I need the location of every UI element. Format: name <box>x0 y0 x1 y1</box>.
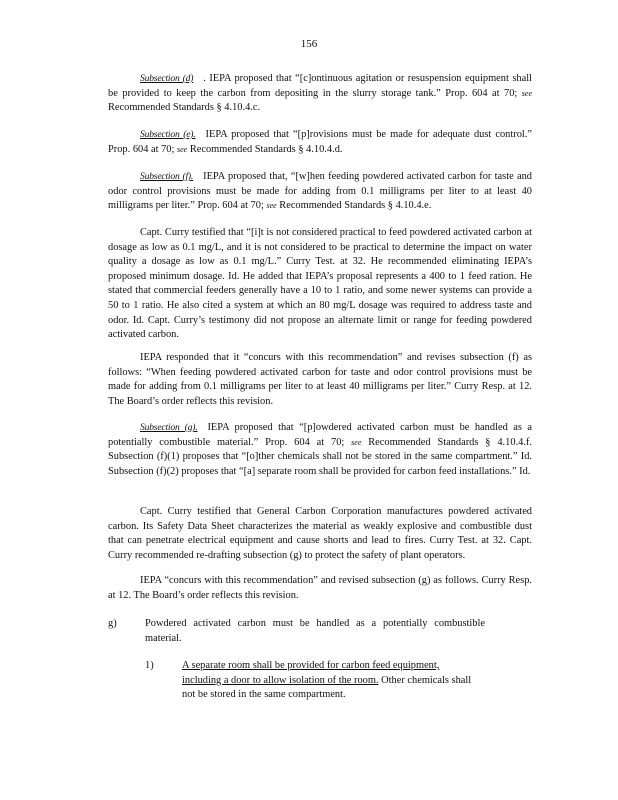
paragraph-subsection-f <box>108 170 532 214</box>
paragraph-text: IEPA “concurs with this recommendation” and revised subsection (g) as follows. Curry Resp. at 12. The Board’s order reflects this revision. <box>108 575 532 601</box>
paragraph-iepa-response-f <box>108 351 532 409</box>
citation-signal: see <box>521 88 532 98</box>
rule-g-label: g) <box>108 618 117 629</box>
paragraph-text-after: Recommended Standards § 4.10.4.f. Subsection (f)(1) proposes that “[o]ther chemicals shall not be stored in the same compartment.” Id. Subsection (f)(2) proposes that “[a] separate room shall be provided for carbon feed installations.” Id. <box>108 436 532 477</box>
rule-g-text: Powdered activated carbon must be handled as a potentially combustible material. <box>145 618 485 644</box>
citation-signal: see <box>177 144 188 154</box>
paragraph-text-after: Recommended Standards § 4.10.4.d. <box>189 143 343 155</box>
paragraph-text: IEPA proposed that “[p]rovisions must be made for adequate dust control.” Prop. 604 at 70; <box>108 129 532 155</box>
rule-g1-label: 1) <box>145 660 154 671</box>
paragraph-subsection-g <box>108 421 532 479</box>
paragraph-subsection-e <box>108 128 532 157</box>
paragraph-text: IEPA proposed that, “[w]hen feeding powdered activated carbon for taste and odor control provisions must be made for adding from 0.1 milligrams per liter to at least 40 milligrams per liter.” Prop. 604 at 70; <box>108 171 532 212</box>
rule-g1-text <box>182 659 474 703</box>
rule-g1-plain-text: Other chemicals shall not be stored in the same compartment. <box>182 674 472 701</box>
subsection-label: Subsection (g). <box>140 422 198 433</box>
paragraph-curry-testimony-f <box>108 226 532 343</box>
paragraph-text: Capt. Curry testified that General Carbon Corporation manufactures powdered activated carbon. Its Safety Data Sheet characterizes the material as weakly explosive and combustible dust that can penetrate electrical equipment and cause shorts and lead to fires. Curry Test. at 32. Capt. Curry recommended re-drafting subsection (g) to protect the safety of plant operators. <box>108 506 532 561</box>
paragraph-text-after: Recommended Standards § 4.10.4.e. <box>279 200 432 212</box>
rule-g1-underlined-text: A separate room shall be provided for carbon feed equipment, including a door to allow isolation of the room. <box>182 660 440 686</box>
subsection-label: Subsection (e). <box>140 129 196 140</box>
paragraph-iepa-response-g <box>108 574 532 603</box>
page-number: 156 <box>300 38 318 50</box>
paragraph-text: . IEPA proposed that “[c]ontinuous agitation or resuspension equipment shall be provided to keep the carbon from depositing in the slurry storage tank.” Prop. 604 at 70; <box>108 73 532 99</box>
citation-signal: see <box>351 437 362 447</box>
paragraph-text: IEPA responded that it “concurs with this recommendation” and revises subsection (f) as follows: “When feeding powdered activated carbon for taste and odor control provisions must be made for adding from 0.1 milligrams per liter to at least 40 milligrams per liter.” Curry Resp. at 12. The Board’s order reflects this revision. <box>108 352 532 407</box>
subsection-label: Subsection (d) <box>140 73 194 84</box>
paragraph-text: Capt. Curry testified that “[i]t is not considered practical to feed powdered activated carbon at dosage as low as 0.1 mg/L, and it is not considered to be practical to determine the impact on water quality a dosage as low as 0.1 mg/L.” Curry Test. at 32. He recommended eliminating IEPA’s proposed minimum dosage. Id. He added that IEPA’s proposal represents a 400 to 1 feed ration. He stated that commercial feeders generally have a 10 to 1 ratio, and some newer systems can provide a 50 to 1 ratio. He also cited a system at which an 80 mg/L dosage was required to address taste and odor. Id. Capt. Curry’s testimony did not propose an alternate limit or range for feeding powdered activated carbon. <box>108 227 532 341</box>
paragraph-text: IEPA proposed that “[p]owdered activated carbon must be handled as a potentially combustible material.” Prop. 604 at 70; <box>108 422 532 448</box>
paragraph-curry-testimony-g <box>108 505 532 563</box>
paragraph-subsection-d <box>108 72 532 116</box>
subsection-label: Subsection (f). <box>140 171 194 182</box>
citation-signal: see <box>266 201 277 211</box>
paragraph-text-after: Recommended Standards § 4.10.4.c. <box>108 102 261 114</box>
